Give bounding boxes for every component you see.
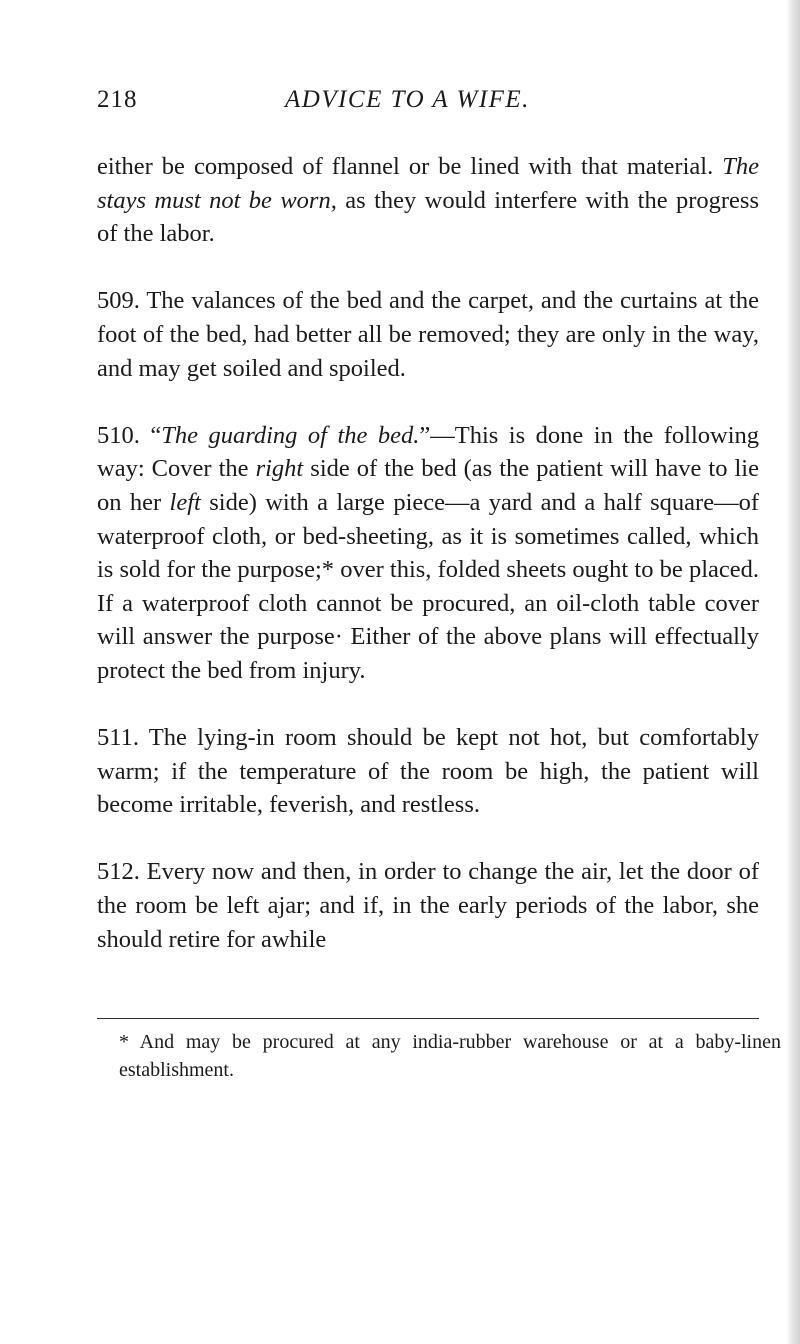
italic-text: The stays must not be worn, xyxy=(97,153,759,214)
page-number: 218 xyxy=(97,86,138,113)
text-run: side of the bed (as the patient will have to lie on her xyxy=(97,455,759,516)
text-run: either be composed of flannel or be lined with that material. xyxy=(97,153,723,180)
text-run: ”—This is done in the following way: Cover the xyxy=(97,421,760,483)
body-text xyxy=(97,150,759,956)
text-run: 509. The valances of the bed and the carpet, and the curtains at the foot of the bed, had better all be removed; they are only in the way, and may get soiled and spoiled. xyxy=(97,287,759,382)
paragraph xyxy=(97,284,759,385)
page-edge-shadow xyxy=(786,0,800,1344)
italic-text: The guarding of the bed. xyxy=(161,421,420,449)
text-run: 512. Every now and then, in order to change the air, let the door of the room be left ajar; and if, in the early periods of the labor, she should retire for awhile xyxy=(97,858,759,953)
text-run: 511. The lying-in room should be kept not hot, but comfortably warm; if the temperature of the room be high, the patient will become irritable, feverish, and restless. xyxy=(97,724,759,819)
paragraph xyxy=(97,721,759,822)
paragraph xyxy=(97,855,759,956)
text-run: side) with a large piece—a yard and a half square—of waterproof cloth, or bed-sheeting, as it is sometimes called, which is sold for the purpose;* over this, folded sheets ought to be placed. If a waterproof cloth cannot be procured, an oil-cloth table cover will answer the purpose· Either of the above plans will effectually protect the bed from injury. xyxy=(97,488,759,684)
italic-text: left xyxy=(169,488,201,516)
footnote-text: * And may be procured at any india-rubber warehouse or at a baby-linen establishment. xyxy=(119,1031,781,1081)
text-run: as they would interfere with the progress of the labor. xyxy=(97,186,759,248)
footnote-rule xyxy=(97,1018,759,1019)
footnote xyxy=(97,1028,781,1084)
text-run: 510. “ xyxy=(97,421,162,449)
page-header xyxy=(97,86,759,126)
paragraph xyxy=(97,150,759,251)
running-title: ADVICE TO A WIFE. xyxy=(285,86,530,113)
paragraph xyxy=(97,419,759,688)
italic-text: right xyxy=(255,455,304,483)
